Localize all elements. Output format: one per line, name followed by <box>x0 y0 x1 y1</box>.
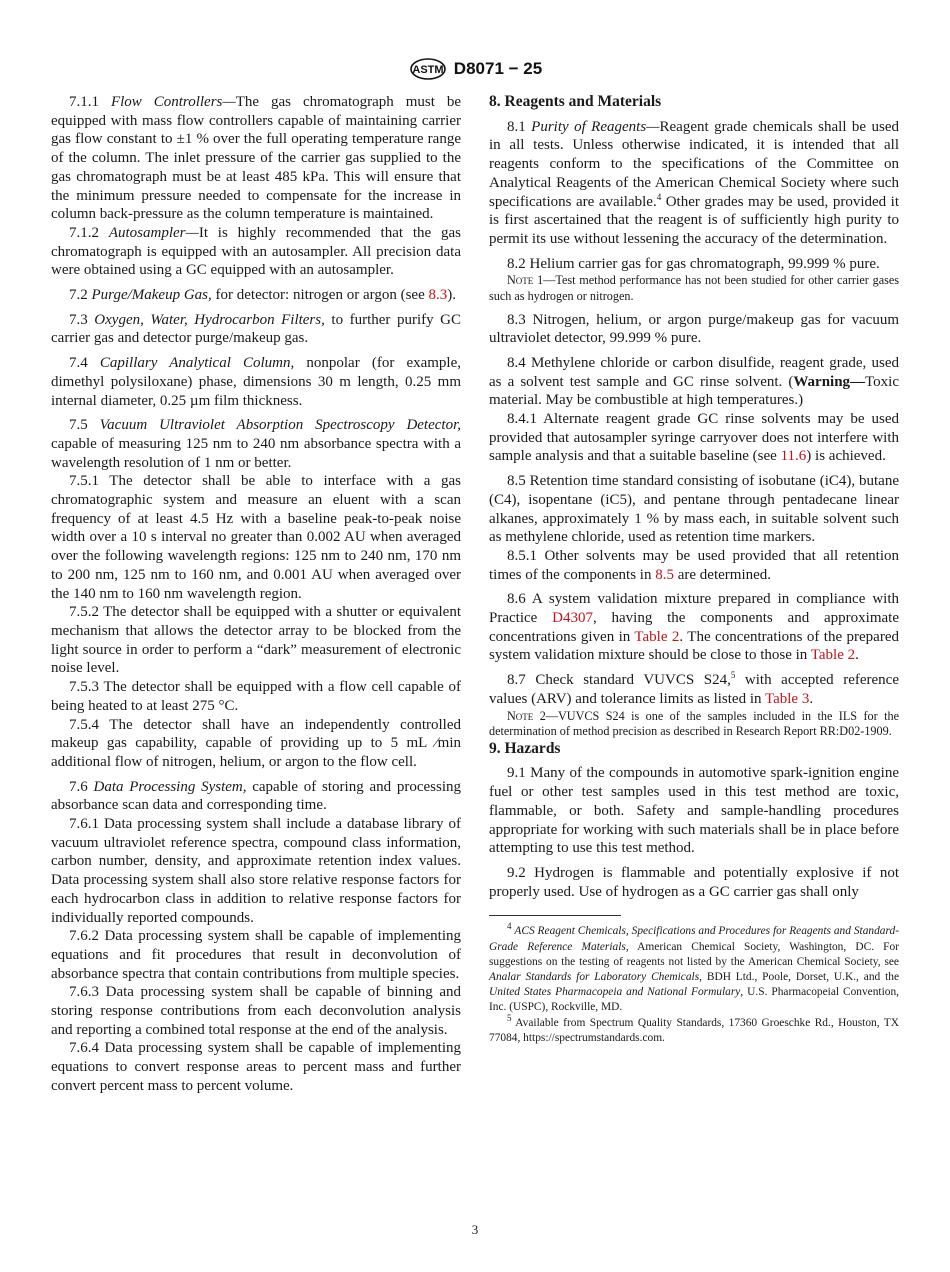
paragraph-7-6-2: 7.6.2 Data processing system shall be capable of implementing equations and fit procedures that result in deconvolution of absorbance spectra that contain contributions from multiple species. <box>51 928 461 982</box>
paragraph-7-6-3: 7.6.3 Data processing system shall be capable of binning and storing response contributions from each deconvolution analysis and reporting a combined total response at the end of the analysis. <box>51 984 461 1038</box>
paragraph-7-5-3: 7.5.3 The detector shall be equipped with a flow cell capable of being heated to at least 275 °C. <box>51 679 461 714</box>
paragraph-7-2: 7.2 Purge/Makeup Gas, for detector: nitrogen or argon (see 8.3). <box>69 287 456 304</box>
paragraph-8-4-1: 8.4.1 Alternate reagent grade GC rinse solvents may be used provided that autosampler syringe carryover does not interfere with sample analysis and that a suitable baseline (see 11.6) is achieved. <box>489 411 899 465</box>
paragraph-7-5: 7.5 Vacuum Ultraviolet Absorption Spectroscopy Detector, capable of measuring 125 nm to 240 nm absorbance spectra with a wavelength resolution of 1 nm or better. <box>51 417 462 471</box>
paragraph-7-6-1: 7.6.1 Data processing system shall include a database library of vacuum ultraviolet reference spectra, compound class information, carbon number, density, and approximate retention index values. Data processing system shall also store relative response factors for each hydrocarbon class in addition to relative response factors for individually reported compounds. <box>51 816 461 926</box>
paragraph-9-2: 9.2 Hydrogen is flammable and potentially explosive if not properly used. Use of hydrogen as a GC carrier gas shall only <box>489 864 899 900</box>
paragraph-8-7: 8.7 Check standard VUVCS S24,$^5$ with accepted reference values (ARV) and tolerance limits as listed in Table 3. <box>489 670 899 707</box>
svg-text:ASTM: ASTM <box>412 64 444 76</box>
link-11-6[interactable]: 11.6 <box>780 448 807 465</box>
link-table-2[interactable]: Table 2 <box>634 628 680 645</box>
paragraph-8-1: 8.1 Purity of Reagents—Reagent grade chemicals shall be used in all tests. Unless otherwise indicated, it is intended that all reagents conform to the specifications of the Committee on Analytical Reagents of the American Chemical Society where such specifications are available.$^4$ Other grades may be used, provided it is first ascertained that the reagent is of sufficiently high purity to permit its use without lessening the accuracy of the determination. <box>489 118 899 247</box>
link-d4307[interactable]: D4307 <box>552 610 593 627</box>
link-table-3[interactable]: Table 3 <box>764 690 810 707</box>
paragraph-7-1-1: 7.1.1 Flow Controllers—The gas chromatograph must be equipped with mass flow controllers capable of maintaining carrier gas flow constant to ±1 % over the full operating temperature range of the column. The inlet pressure of the carrier gas supplied to the gas chromatograph must be at least 485 kPa. This will ensure that the minimum pressure needed to compensate for the increase in column back-pressure as the column temperature is maintained. <box>51 94 462 223</box>
footnote-ref-5: 5 <box>730 670 736 681</box>
link-table-2-second[interactable]: Table 2 <box>810 647 856 664</box>
paragraph-7-1-2: 7.1.2 Autosampler—It is highly recommended that the gas chromatograph is equipped with an autosampler. All precision data were obtained using a GC equipped with an autosampler. <box>51 224 462 279</box>
page-header <box>0 56 950 82</box>
paragraph-8-5-1: 8.5.1 Other solvents may be used provided that all retention times of the components in 8.5 are determined. <box>489 547 899 583</box>
page-number: 3 <box>471 1222 479 1237</box>
paragraph-7-6: 7.6 Data Processing System, capable of storing and processing absorbance scan data and corresponding time. <box>51 778 461 814</box>
paragraph-7-4: 7.4 Capillary Analytical Column, nonpolar (for example, dimethyl polysiloxane) phase, dimensions 30 m length, 0.25 mm internal diameter, 0.25 µm film thickness. <box>51 355 461 409</box>
footnote-divider <box>489 915 621 916</box>
note-2: Note 2—VUVCS S24 is one of the samples included in the ILS for the determination of method precision as described in Research Report RR:D02-1909. <box>489 708 900 739</box>
paragraph-8-2: 8.2 Helium carrier gas for gas chromatograph, 99.999 % pure. <box>507 255 880 272</box>
paragraph-8-6: 8.6 A system validation mixture prepared in compliance with Practice D4307, having the components and approximate concentrations given in Table 2. The concentrations of the prepared system validation mixture should be close to those in Table 2. <box>489 591 899 664</box>
paragraph-8-5: 8.5 Retention time standard consisting of isobutane (iC4), butane (C4), isopentane (iC5), and pentane through pentadecane linear alkanes, approximately 1 % by mass each, in suitable solvent such as methylene chloride, used as retention time markers. <box>489 473 899 546</box>
link-8-5[interactable]: 8.5 <box>655 566 674 583</box>
paragraph-8-4: 8.4 Methylene chloride or carbon disulfide, reagent grade, used as a solvent test sample and GC rinse solvent. (Warning—Toxic material. May be combustible at high temperatures.) <box>489 354 899 409</box>
section-heading-8: 8. Reagents and Materials <box>489 93 662 110</box>
paragraph-9-1: 9.1 Many of the compounds in automotive spark-ignition engine fuel or other test samples used in this test method are toxic, flammable, or both. Safety and sample-handling procedures appropriate for working with such materials shall be in place before attempting to use this test method. <box>489 765 899 857</box>
paragraph-8-3: 8.3 Nitrogen, helium, or argon purge/makeup gas for vacuum ultraviolet detector, 99.999 % pure. <box>489 311 899 347</box>
astm-logo-icon <box>408 57 448 81</box>
note-1: Note 1—Test method performance has not been studied for other carrier gases such as hydrogen or nitrogen. <box>489 273 900 303</box>
right-column <box>489 93 899 1046</box>
paragraph-7-6-4: 7.6.4 Data processing system shall be capable of implementing equations to convert response areas to percent mass and further convert percent mass to percent volume. <box>51 1040 461 1094</box>
paragraph-7-3: 7.3 Oxygen, Water, Hydrocarbon Filters, to further purify GC carrier gas and detector purge/makeup gas. <box>51 311 461 347</box>
link-8-3[interactable]: 8.3 <box>428 287 448 304</box>
standard-designation: D8071 − 25 <box>453 59 543 78</box>
footnote-5: $^5$ Available from Spectrum Quality Standards, 17360 Groeschke Rd., Houston, TX 77084, https://spectrumstandards.com. <box>489 1012 899 1044</box>
paragraph-7-5-2: 7.5.2 The detector shall be equipped with a shutter or equivalent mechanism that allows the detector array to be blocked from the light source in order to perform a “dark” measurement of electronic noise level. <box>51 604 461 677</box>
left-column <box>51 93 461 1096</box>
paragraph-7-5-4: 7.5.4 The detector shall have an independently controlled makeup gas capability, capable of providing up to 5 mL ⁄min additional flow of nitrogen, helium, or argon to the flow cell. <box>51 716 461 770</box>
footnote-4: $^4$ ACS Reagent Chemicals, Specifications and Procedures for Reagents and Standard-Grade Reference Materials, American Chemical Society, Washington, DC. For suggestions on the testing of reagents not listed by the American Chemical Society, see Analar Standards for Laboratory Chemicals, BDH Ltd., Poole, Dorset, U.K., and the United States Pharmacopeia and National Formulary, U.S. Pharmacopeial Convention, Inc. (USPC), Rockville, MD. <box>489 921 900 1014</box>
footnote-ref-4: 4 <box>656 191 662 202</box>
paragraph-7-5-1: 7.5.1 The detector shall be able to interface with a gas chromatographic system and measure an eluent with a scan frequency of at least 4.5 Hz with a baseline peak-to-peak noise width over a 10 s interval no greater than 0.002 AU when averaged over the following wavelength regions: 125 nm to 240 nm, 170 nm to 200 nm, 125 nm to 160 nm, and 0.001 AU when averaged over the 140 nm to 160 nm wavelength region. <box>51 473 461 602</box>
section-heading-9: 9. Hazards <box>489 739 561 757</box>
